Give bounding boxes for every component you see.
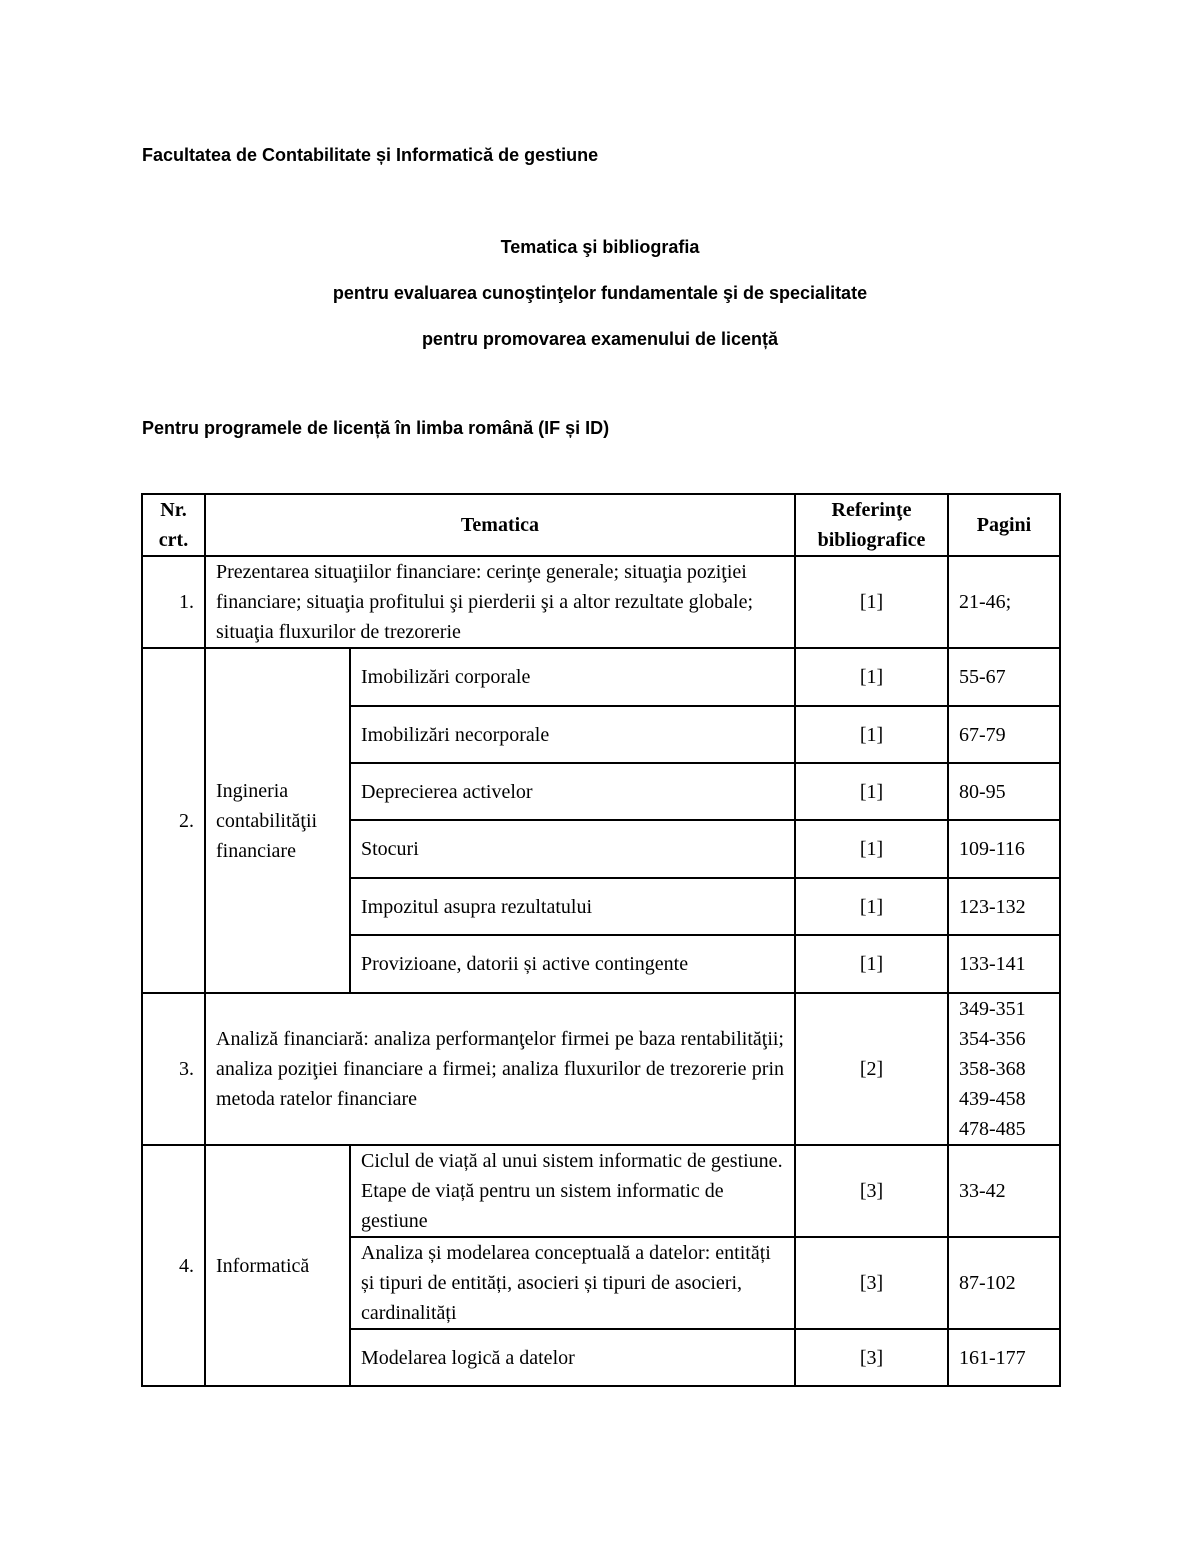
pages-cell: 123-132 (948, 878, 1060, 935)
pages-cell (948, 993, 1060, 1145)
subtopic-cell: Ciclul de viață al unui sistem informatic de gestiune. Etape de viață pentru un sistem informatic de gestiune (350, 1145, 795, 1237)
reference-cell: [3] (795, 1237, 948, 1329)
pages-range: 358-368 (959, 1058, 1026, 1080)
title-line-3: pentru promovarea examenului de licență (421, 329, 779, 349)
header-pagini: Pagini (948, 494, 1060, 556)
subtopic-cell: Provizioane, datorii și active contingente (350, 935, 795, 993)
pages-cell: 87-102 (948, 1237, 1060, 1329)
reference-cell: [1] (795, 648, 948, 706)
reference-cell: [1] (795, 706, 948, 763)
pages-range: 349-351 (959, 998, 1026, 1020)
subtopic-cell: Impozitul asupra rezultatului (350, 878, 795, 935)
pages-range: 478-485 (959, 1118, 1026, 1140)
pages-cell: 33-42 (948, 1145, 1060, 1237)
reference-cell: [3] (795, 1145, 948, 1237)
subtopic-cell: Analiza și modelarea conceptuală a datelor: entități și tipuri de entități, asocieri și tipuri de asocieri, cardinalități (350, 1237, 795, 1329)
reference-cell: [2] (795, 993, 948, 1145)
header-tematica: Tematica (205, 494, 795, 556)
pages-cell: 80-95 (948, 763, 1060, 820)
subtopic-cell: Modelarea logică a datelor (350, 1329, 795, 1386)
subtopic-cell: Imobilizări necorporale (350, 706, 795, 763)
pages-cell: 55-67 (948, 648, 1060, 706)
subtopic-cell: Imobilizări corporale (350, 648, 795, 706)
group-cell: Ingineria contabilităţii financiare (205, 648, 350, 993)
subtopic-cell: Deprecierea activelor (350, 763, 795, 820)
reference-cell: [1] (795, 556, 948, 648)
pages-cell: 21-46; (948, 556, 1060, 648)
reference-cell: [1] (795, 935, 948, 993)
row-number: 4. (142, 1145, 205, 1386)
group-cell: Informatică (205, 1145, 350, 1386)
programs-heading: Pentru programele de licență în limba română (IF și ID) (142, 418, 610, 438)
table-row (142, 556, 1060, 648)
table-header-row (142, 494, 1060, 556)
row-number: 3. (142, 993, 205, 1145)
pages-cell: 161-177 (948, 1329, 1060, 1386)
topic-cell: Analiză financiară: analiza performanţelor firmei pe baza rentabilităţii; analiza poziţiei financiare a firmei; analiza fluxurilor de trezorerie prin metoda ratelor financiare (205, 993, 795, 1145)
row-number: 1. (142, 556, 205, 648)
subtopic-cell: Stocuri (350, 820, 795, 878)
header-ref: Referinţe bibliografice (795, 494, 948, 556)
faculty-name: Facultatea de Contabilitate și Informatică de gestiune (142, 145, 599, 165)
pages-cell: 109-116 (948, 820, 1060, 878)
header-nr: Nr. crt. (142, 494, 205, 556)
reference-cell: [3] (795, 1329, 948, 1386)
reference-cell: [1] (795, 763, 948, 820)
table-row (142, 1145, 1060, 1237)
title-line-1: Tematica şi bibliografia (500, 237, 700, 257)
title-line-2: pentru evaluarea cunoştinţelor fundamentale şi de specialitate (332, 283, 868, 303)
pages-range: 439-458 (959, 1088, 1026, 1110)
pages-cell: 133-141 (948, 935, 1060, 993)
topic-cell: Prezentarea situaţiilor financiare: cerinţe generale; situaţia poziţiei financiare; situaţia profitului şi pierderii şi a altor rezultate globale; situaţia fluxurilor de trezorerie (205, 556, 795, 648)
row-number: 2. (142, 648, 205, 993)
pages-range: 354-356 (959, 1028, 1026, 1050)
document-title (0, 236, 1200, 374)
table-row (142, 648, 1060, 706)
reference-cell: [1] (795, 820, 948, 878)
syllabus-table (141, 493, 1061, 1387)
reference-cell: [1] (795, 878, 948, 935)
pages-cell: 67-79 (948, 706, 1060, 763)
table-row (142, 993, 1060, 1145)
